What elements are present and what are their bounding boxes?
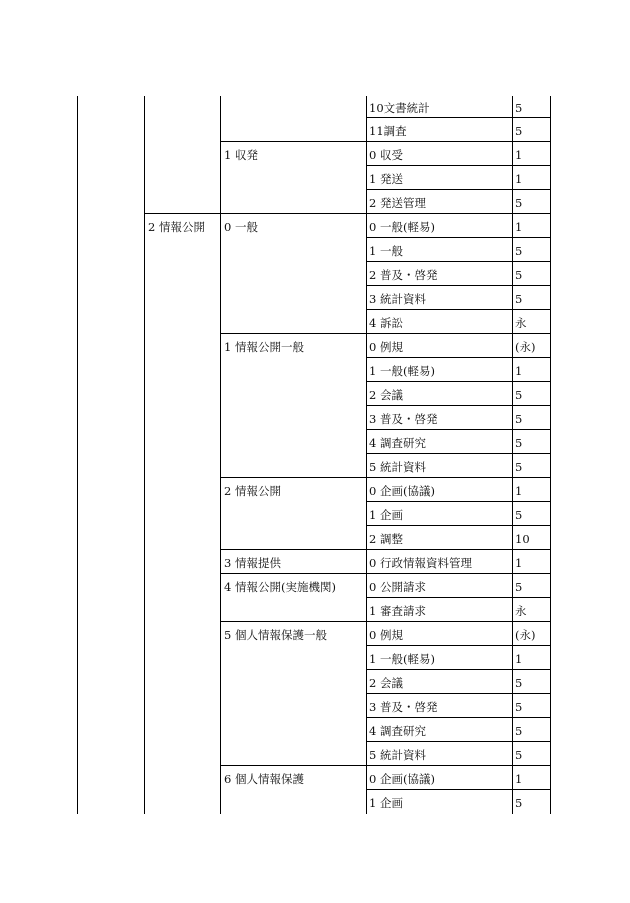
row-rule bbox=[220, 621, 551, 622]
table-cell: 0 公開請求 bbox=[369, 580, 426, 594]
table-cell: 4 調査研究 bbox=[369, 724, 426, 738]
table-cell: 1 情報公開一般 bbox=[224, 340, 304, 354]
table-cell: 5 bbox=[515, 724, 523, 738]
row-rule bbox=[366, 789, 551, 790]
table-cell: 1 一般(軽易) bbox=[369, 364, 435, 378]
table-cell: 2 会議 bbox=[369, 676, 403, 690]
table-cell: 5 bbox=[515, 436, 523, 450]
table-cell: 5 統計資料 bbox=[369, 748, 426, 762]
column-rule bbox=[220, 96, 221, 814]
row-rule bbox=[366, 501, 551, 502]
table-cell: 11調査 bbox=[369, 124, 407, 138]
table-cell: 1 bbox=[515, 556, 523, 570]
row-rule bbox=[366, 381, 551, 382]
table-cell: 1 企画 bbox=[369, 796, 403, 810]
table-cell: 3 普及・啓発 bbox=[369, 700, 438, 714]
row-rule bbox=[366, 429, 551, 430]
row-rule bbox=[366, 285, 551, 286]
table-cell: 5 bbox=[515, 580, 523, 594]
table-cell: 3 情報提供 bbox=[224, 556, 281, 570]
table-cell: 0 一般 bbox=[224, 220, 258, 234]
table-cell: 1 bbox=[515, 652, 523, 666]
table-cell: 2 普及・啓発 bbox=[369, 268, 438, 282]
table-cell: 0 行政情報資料管理 bbox=[369, 556, 472, 570]
table-cell: 2 情報公開 bbox=[148, 220, 205, 234]
row-rule bbox=[220, 573, 551, 574]
table-cell: 5 個人情報保護一般 bbox=[224, 628, 327, 642]
column-rule bbox=[550, 96, 551, 814]
table-cell: 0 例規 bbox=[369, 340, 403, 354]
column-rule bbox=[77, 96, 78, 814]
table-cell: 3 統計資料 bbox=[369, 292, 426, 306]
table-cell: 1 bbox=[515, 772, 523, 786]
table-cell: 5 bbox=[515, 292, 523, 306]
table-cell: 永 bbox=[515, 604, 527, 618]
table-cell: 2 調整 bbox=[369, 532, 403, 546]
row-rule bbox=[366, 645, 551, 646]
table-cell: 5 bbox=[515, 124, 523, 138]
table-cell: 5 bbox=[515, 412, 523, 426]
table-cell: 2 会議 bbox=[369, 388, 403, 402]
table-cell: (永) bbox=[515, 628, 536, 642]
row-rule bbox=[366, 189, 551, 190]
table-cell: 0 例規 bbox=[369, 628, 403, 642]
column-rule bbox=[144, 96, 145, 814]
table-cell: 5 bbox=[515, 508, 523, 522]
row-rule bbox=[366, 261, 551, 262]
table-cell: 1 審査請求 bbox=[369, 604, 426, 618]
table-cell: 1 発送 bbox=[369, 172, 403, 186]
row-rule bbox=[366, 693, 551, 694]
table-cell: 0 収受 bbox=[369, 148, 403, 162]
table-cell: 1 bbox=[515, 148, 523, 162]
table-cell: 1 収発 bbox=[224, 148, 258, 162]
table-cell: 5 bbox=[515, 196, 523, 210]
table-cell: 4 調査研究 bbox=[369, 436, 426, 450]
table-cell: 6 個人情報保護 bbox=[224, 772, 304, 786]
table-cell: 1 bbox=[515, 220, 523, 234]
row-rule bbox=[366, 717, 551, 718]
table-cell: 2 情報公開 bbox=[224, 484, 281, 498]
row-rule bbox=[366, 165, 551, 166]
table-cell: 3 普及・啓発 bbox=[369, 412, 438, 426]
table-cell: 5 bbox=[515, 700, 523, 714]
table-cell: (永) bbox=[515, 340, 536, 354]
row-rule bbox=[366, 597, 551, 598]
row-rule bbox=[366, 453, 551, 454]
row-rule bbox=[220, 333, 551, 334]
table-cell: 0 企画(協議) bbox=[369, 772, 435, 786]
row-rule bbox=[366, 741, 551, 742]
table-cell: 5 bbox=[515, 388, 523, 402]
table-cell: 1 bbox=[515, 484, 523, 498]
table-cell: 5 bbox=[515, 244, 523, 258]
table-cell: 5 bbox=[515, 268, 523, 282]
table-cell: 4 訴訟 bbox=[369, 316, 403, 330]
table-cell: 10文書統計 bbox=[369, 101, 430, 115]
row-rule bbox=[366, 117, 551, 118]
table-cell: 10 bbox=[515, 532, 530, 546]
table-cell: 5 bbox=[515, 460, 523, 474]
table-cell: 0 企画(協議) bbox=[369, 484, 435, 498]
table-cell: 0 一般(軽易) bbox=[369, 220, 435, 234]
row-rule bbox=[220, 765, 551, 766]
table-cell: 5 bbox=[515, 796, 523, 810]
row-rule bbox=[366, 237, 551, 238]
row-rule bbox=[366, 525, 551, 526]
table-cell: 5 bbox=[515, 676, 523, 690]
column-rule bbox=[512, 96, 513, 814]
table-cell: 永 bbox=[515, 316, 527, 330]
table-cell: 5 bbox=[515, 748, 523, 762]
table-cell: 2 発送管理 bbox=[369, 196, 426, 210]
table-cell: 1 一般 bbox=[369, 244, 403, 258]
row-rule bbox=[144, 213, 551, 214]
row-rule bbox=[220, 549, 551, 550]
column-rule bbox=[366, 96, 367, 814]
table-cell: 4 情報公開(実施機関) bbox=[224, 580, 336, 594]
row-rule bbox=[220, 141, 551, 142]
table-cell: 5 bbox=[515, 101, 523, 115]
table-cell: 5 統計資料 bbox=[369, 460, 426, 474]
row-rule bbox=[366, 669, 551, 670]
row-rule bbox=[220, 477, 551, 478]
row-rule bbox=[366, 309, 551, 310]
table-cell: 1 bbox=[515, 364, 523, 378]
row-rule bbox=[366, 357, 551, 358]
table-cell: 1 一般(軽易) bbox=[369, 652, 435, 666]
table-cell: 1 bbox=[515, 172, 523, 186]
table-cell: 1 企画 bbox=[369, 508, 403, 522]
row-rule bbox=[366, 405, 551, 406]
